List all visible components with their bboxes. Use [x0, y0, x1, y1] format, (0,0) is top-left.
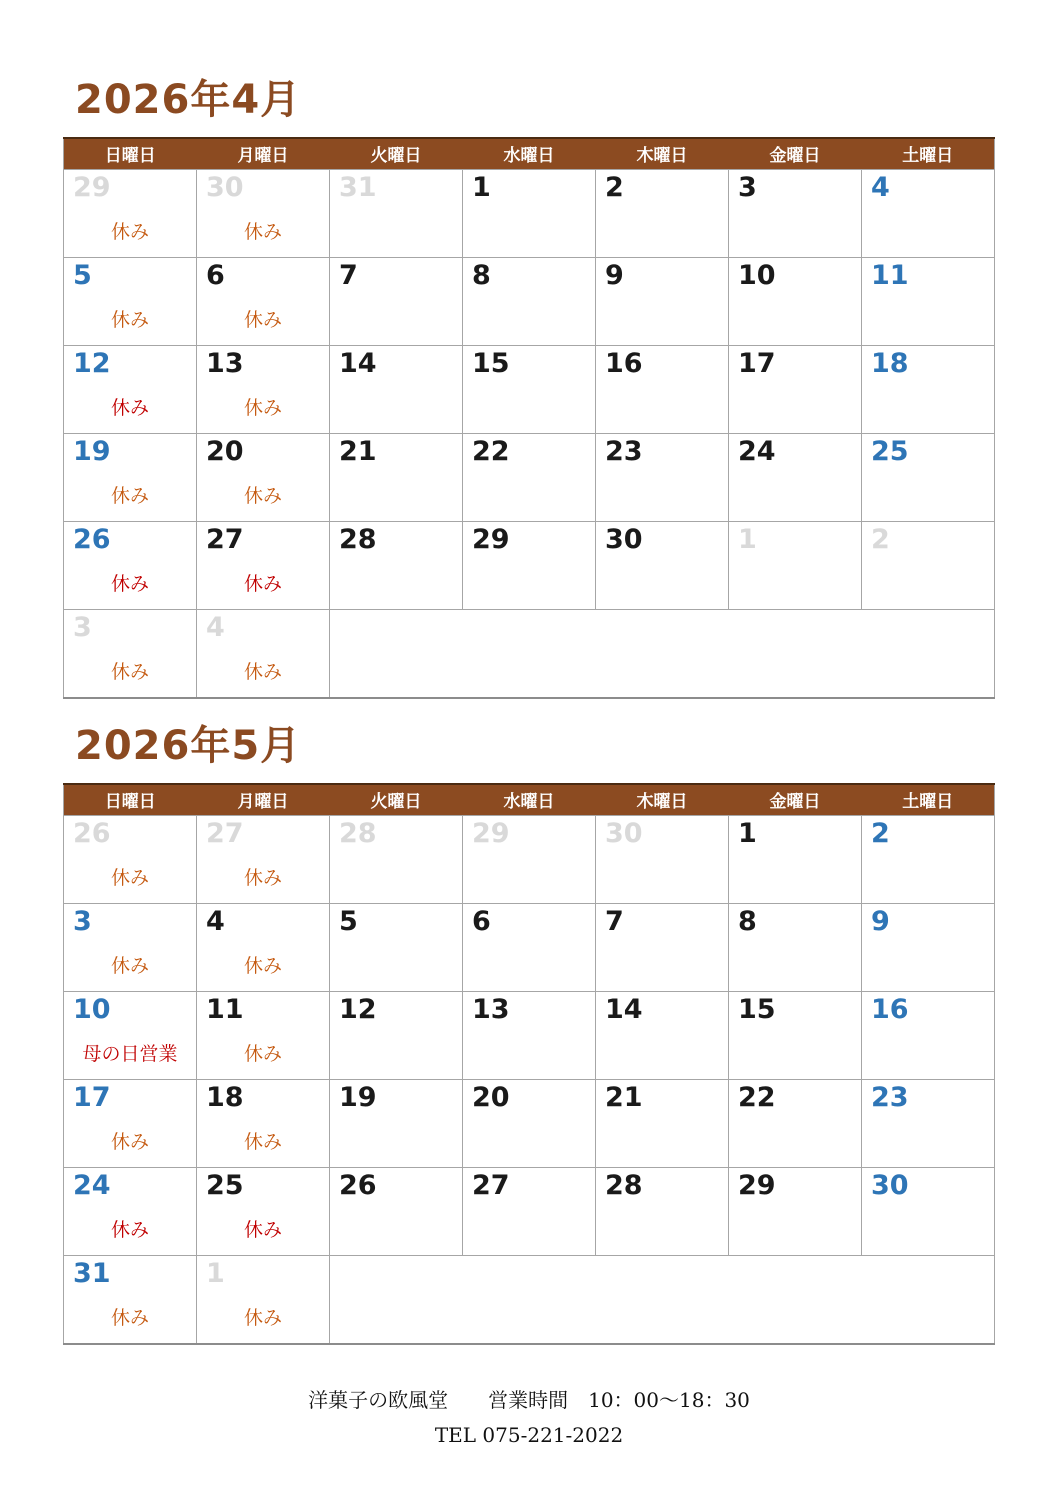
day-cell	[64, 522, 197, 610]
weekday-header: 火曜日	[330, 138, 463, 170]
day-number: 11	[871, 260, 909, 291]
day-note: 休み	[110, 1307, 149, 1329]
week-row	[64, 1256, 995, 1345]
day-cell	[463, 522, 596, 610]
day-cell	[729, 258, 862, 346]
day-number: 23	[871, 1082, 909, 1113]
day-cell	[197, 1256, 330, 1345]
day-number: 28	[605, 1170, 643, 1201]
day-cell	[197, 170, 330, 258]
day-cell	[862, 1080, 995, 1168]
day-number: 2	[871, 524, 890, 555]
day-cell	[463, 434, 596, 522]
week-row	[64, 346, 995, 434]
day-cell	[64, 434, 197, 522]
day-number: 18	[206, 1082, 244, 1113]
weekday-header: 水曜日	[463, 784, 596, 816]
day-cell	[862, 170, 995, 258]
week-row	[64, 434, 995, 522]
day-number: 19	[73, 436, 111, 467]
day-number: 22	[738, 1082, 776, 1113]
day-number: 14	[605, 994, 643, 1025]
day-cell	[596, 1080, 729, 1168]
day-cell	[197, 992, 330, 1080]
day-cell	[596, 346, 729, 434]
day-cell	[596, 1168, 729, 1256]
weekday-header-row	[64, 138, 995, 170]
day-note: 休み	[110, 485, 149, 507]
day-cell	[64, 610, 197, 699]
day-note: 休み	[243, 1131, 282, 1153]
week-row	[64, 816, 995, 904]
week-row	[64, 258, 995, 346]
month-section-april	[63, 0, 995, 699]
day-cell	[197, 258, 330, 346]
day-cell	[862, 992, 995, 1080]
day-cell	[64, 1080, 197, 1168]
day-number: 24	[73, 1170, 111, 1201]
day-number: 16	[605, 348, 643, 379]
weekday-header: 木曜日	[596, 784, 729, 816]
weekday-header: 土曜日	[862, 138, 995, 170]
day-note: 母の日営業	[82, 1043, 178, 1065]
day-cell	[596, 992, 729, 1080]
day-cell	[596, 258, 729, 346]
day-cell	[197, 904, 330, 992]
day-number: 28	[339, 818, 377, 849]
day-number: 2	[871, 818, 890, 849]
day-cell	[463, 1080, 596, 1168]
day-number: 30	[605, 818, 643, 849]
day-cell	[862, 434, 995, 522]
day-number: 8	[738, 906, 757, 937]
weekday-header: 月曜日	[197, 138, 330, 170]
day-cell	[463, 816, 596, 904]
day-number: 27	[472, 1170, 510, 1201]
day-note: 休み	[243, 309, 282, 331]
day-number: 4	[206, 906, 225, 937]
calendar-table-april	[63, 137, 995, 699]
day-number: 10	[738, 260, 776, 291]
day-cell	[463, 1168, 596, 1256]
day-number: 31	[73, 1258, 111, 1289]
day-cell	[64, 816, 197, 904]
day-number: 4	[871, 172, 890, 203]
day-number: 7	[605, 906, 624, 937]
week-row	[64, 522, 995, 610]
day-number: 15	[738, 994, 776, 1025]
day-cell	[330, 434, 463, 522]
day-cell	[330, 346, 463, 434]
day-cell	[862, 522, 995, 610]
day-cell	[330, 170, 463, 258]
day-cell	[197, 522, 330, 610]
day-note: 休み	[243, 573, 282, 595]
day-number: 27	[206, 524, 244, 555]
day-cell	[64, 170, 197, 258]
day-cell	[463, 170, 596, 258]
day-note: 休み	[110, 955, 149, 977]
day-note: 休み	[110, 1219, 149, 1241]
day-cell	[729, 346, 862, 434]
day-number: 19	[339, 1082, 377, 1113]
day-cell	[197, 1080, 330, 1168]
day-cell	[463, 346, 596, 434]
week-row	[64, 1080, 995, 1168]
day-note: 休み	[110, 867, 149, 889]
day-cell	[197, 1168, 330, 1256]
day-number: 11	[206, 994, 244, 1025]
day-cell	[64, 1256, 197, 1345]
day-cell	[463, 258, 596, 346]
day-cell	[64, 346, 197, 434]
day-cell	[862, 816, 995, 904]
weekday-header: 金曜日	[729, 784, 862, 816]
day-cell	[729, 522, 862, 610]
day-number: 1	[206, 1258, 225, 1289]
weekday-header: 火曜日	[330, 784, 463, 816]
day-number: 30	[206, 172, 244, 203]
day-number: 1	[472, 172, 491, 203]
day-note: 休み	[243, 221, 282, 243]
day-number: 29	[472, 524, 510, 555]
day-number: 27	[206, 818, 244, 849]
day-number: 3	[738, 172, 757, 203]
day-note: 休み	[243, 1043, 282, 1065]
day-number: 23	[605, 436, 643, 467]
day-cell	[330, 522, 463, 610]
day-cell	[596, 434, 729, 522]
day-note: 休み	[243, 955, 282, 977]
day-number: 22	[472, 436, 510, 467]
day-number: 18	[871, 348, 909, 379]
day-cell	[64, 258, 197, 346]
day-note: 休み	[110, 221, 149, 243]
week-row	[64, 1168, 995, 1256]
day-number: 25	[871, 436, 909, 467]
day-note: 休み	[110, 573, 149, 595]
day-cell	[330, 816, 463, 904]
day-cell	[330, 904, 463, 992]
weekday-header-row	[64, 784, 995, 816]
day-cell	[330, 992, 463, 1080]
day-number: 13	[206, 348, 244, 379]
day-note: 休み	[243, 485, 282, 507]
day-number: 29	[73, 172, 111, 203]
day-number: 6	[206, 260, 225, 291]
day-number: 26	[73, 524, 111, 555]
day-number: 31	[339, 172, 377, 203]
day-number: 5	[339, 906, 358, 937]
day-number: 15	[472, 348, 510, 379]
day-note: 休み	[243, 1219, 282, 1241]
day-cell	[596, 816, 729, 904]
day-number: 20	[472, 1082, 510, 1113]
day-number: 30	[871, 1170, 909, 1201]
shop-tel-line: TEL 075-221-2022	[434, 1423, 624, 1447]
day-number: 5	[73, 260, 92, 291]
day-cell	[729, 170, 862, 258]
calendar-table-may	[63, 783, 995, 1345]
weekday-header: 日曜日	[64, 138, 197, 170]
day-note: 休み	[110, 309, 149, 331]
day-number: 4	[206, 612, 225, 643]
day-number: 16	[871, 994, 909, 1025]
day-number: 9	[605, 260, 624, 291]
month-title-may: 2026年5月	[75, 723, 302, 769]
month-title-april: 2026年4月	[75, 77, 302, 123]
day-number: 30	[605, 524, 643, 555]
day-number: 29	[472, 818, 510, 849]
day-number: 12	[73, 348, 111, 379]
day-cell	[596, 522, 729, 610]
day-cell	[330, 1168, 463, 1256]
weekday-header: 日曜日	[64, 784, 197, 816]
empty-filler-cell	[330, 1256, 995, 1345]
footer	[63, 1383, 995, 1453]
day-cell	[330, 258, 463, 346]
day-number: 28	[339, 524, 377, 555]
weekday-header: 月曜日	[197, 784, 330, 816]
day-cell	[862, 904, 995, 992]
day-note: 休み	[110, 1131, 149, 1153]
weekday-header: 土曜日	[862, 784, 995, 816]
weekday-header: 金曜日	[729, 138, 862, 170]
day-cell	[330, 1080, 463, 1168]
day-number: 3	[73, 612, 92, 643]
day-note: 休み	[243, 661, 282, 683]
day-number: 7	[339, 260, 358, 291]
day-number: 26	[73, 818, 111, 849]
month-section-may	[63, 699, 995, 1345]
day-cell	[197, 610, 330, 699]
day-cell	[729, 992, 862, 1080]
day-number: 8	[472, 260, 491, 291]
day-number: 2	[605, 172, 624, 203]
day-cell	[596, 904, 729, 992]
day-cell	[197, 816, 330, 904]
day-cell	[729, 816, 862, 904]
day-cell	[729, 904, 862, 992]
day-number: 25	[206, 1170, 244, 1201]
day-note: 休み	[110, 661, 149, 683]
day-number: 29	[738, 1170, 776, 1201]
day-note: 休み	[110, 397, 149, 419]
weekday-header: 木曜日	[596, 138, 729, 170]
day-number: 1	[738, 818, 757, 849]
day-cell	[862, 346, 995, 434]
day-number: 26	[339, 1170, 377, 1201]
shop-info-line: 洋菓子の欧風堂 営業時間 10：00～18：30	[308, 1388, 750, 1412]
weekday-header: 水曜日	[463, 138, 596, 170]
day-number: 13	[472, 994, 510, 1025]
day-note: 休み	[243, 867, 282, 889]
day-cell	[862, 258, 995, 346]
week-row	[64, 610, 995, 699]
day-cell	[463, 992, 596, 1080]
day-number: 21	[339, 436, 377, 467]
day-cell	[463, 904, 596, 992]
day-cell	[64, 904, 197, 992]
day-number: 9	[871, 906, 890, 937]
day-cell	[197, 346, 330, 434]
day-number: 6	[472, 906, 491, 937]
day-number: 17	[738, 348, 776, 379]
week-row	[64, 904, 995, 992]
day-number: 21	[605, 1082, 643, 1113]
day-number: 24	[738, 436, 776, 467]
week-row	[64, 992, 995, 1080]
day-number: 17	[73, 1082, 111, 1113]
day-note: 休み	[243, 1307, 282, 1329]
week-row	[64, 170, 995, 258]
day-note: 休み	[243, 397, 282, 419]
day-cell	[729, 1080, 862, 1168]
day-number: 12	[339, 994, 377, 1025]
day-number: 14	[339, 348, 377, 379]
day-cell	[729, 1168, 862, 1256]
day-number: 10	[73, 994, 111, 1025]
day-number: 3	[73, 906, 92, 937]
day-cell	[862, 1168, 995, 1256]
empty-filler-cell	[330, 610, 995, 699]
day-number: 20	[206, 436, 244, 467]
day-cell	[596, 170, 729, 258]
day-cell	[729, 434, 862, 522]
day-cell	[197, 434, 330, 522]
day-number: 1	[738, 524, 757, 555]
day-cell	[64, 1168, 197, 1256]
day-cell	[64, 992, 197, 1080]
